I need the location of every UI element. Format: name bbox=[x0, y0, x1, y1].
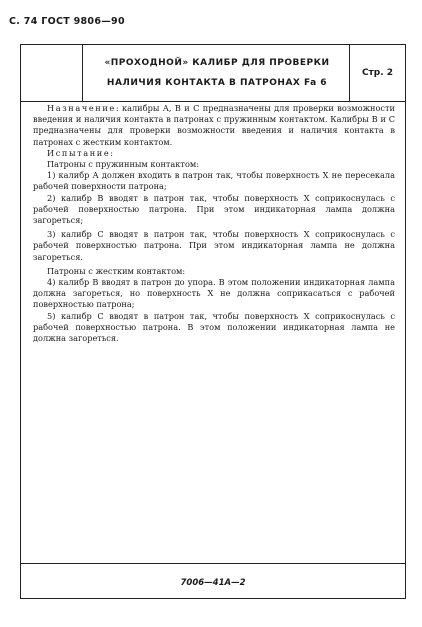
purpose-paragraph bbox=[33, 103, 395, 148]
page-label: Стр. 2 bbox=[349, 45, 405, 101]
testing-heading: Испытание: bbox=[47, 147, 114, 158]
page-header: С. 74 ГОСТ 9806—90 bbox=[9, 16, 125, 27]
document-title bbox=[83, 45, 351, 101]
title-line-1: «ПРОХОДНОЙ» КАЛИБР ДЛЯ ПРОВЕРКИ bbox=[104, 58, 330, 68]
test-item-4: 4) калибр В вводят в патрон до упора. В этом положении индикаторная лампа должна загореться, но поверхность X не должна соприкасаться с рабочей поверхностью патрона; bbox=[33, 277, 395, 310]
title-line-2: НАЛИЧИЯ КОНТАКТА В ПАТРОНАХ Fa 6 bbox=[106, 78, 328, 88]
footer-divider bbox=[21, 563, 405, 564]
test-item-1: 1) калибр А должен входить в патрон так, чтобы поверхность X не пересекала рабочей поверхности патрона; bbox=[33, 170, 395, 192]
title-left-cell bbox=[21, 45, 83, 101]
spring-contact-heading: Патроны с пружинным контактом: bbox=[47, 159, 200, 170]
title-block bbox=[21, 45, 405, 102]
document-body bbox=[33, 103, 395, 344]
purpose-label: Назначение bbox=[47, 103, 116, 113]
test-item-2: 2) калибр В вводят в патрон так, чтобы поверхность X соприкоснулась с рабочей поверхностью патрона. При этом индикаторная лампа должна загореться; bbox=[33, 192, 395, 226]
purpose-text: : калибры А, В и С предназначены для проверки возможности введения и наличия контакта в патронах с пружинным контактом. Калибры В и С предназначены для проверки возможности введения и наличия контакта в патронах с жестким контактом. bbox=[33, 103, 395, 147]
test-item-5: 5) калибр С вводят в патрон так, чтобы поверхность X соприкоснулась с рабочей поверхностью патрона. В этом положении индикаторная лампа не должна загореться. bbox=[33, 310, 395, 344]
footer-code: 7006—41А—2 bbox=[180, 578, 246, 588]
test-item-3: 3) калибр С вводят в патрон так, чтобы поверхность X соприкоснулась с рабочей поверхностью патрона. При этом индикаторная лампа не должна загореться. bbox=[33, 229, 395, 262]
rigid-contact-heading: Патроны с жестким контактом: bbox=[47, 265, 186, 276]
testing-label: Испытание bbox=[47, 147, 111, 158]
document-frame bbox=[20, 44, 406, 599]
